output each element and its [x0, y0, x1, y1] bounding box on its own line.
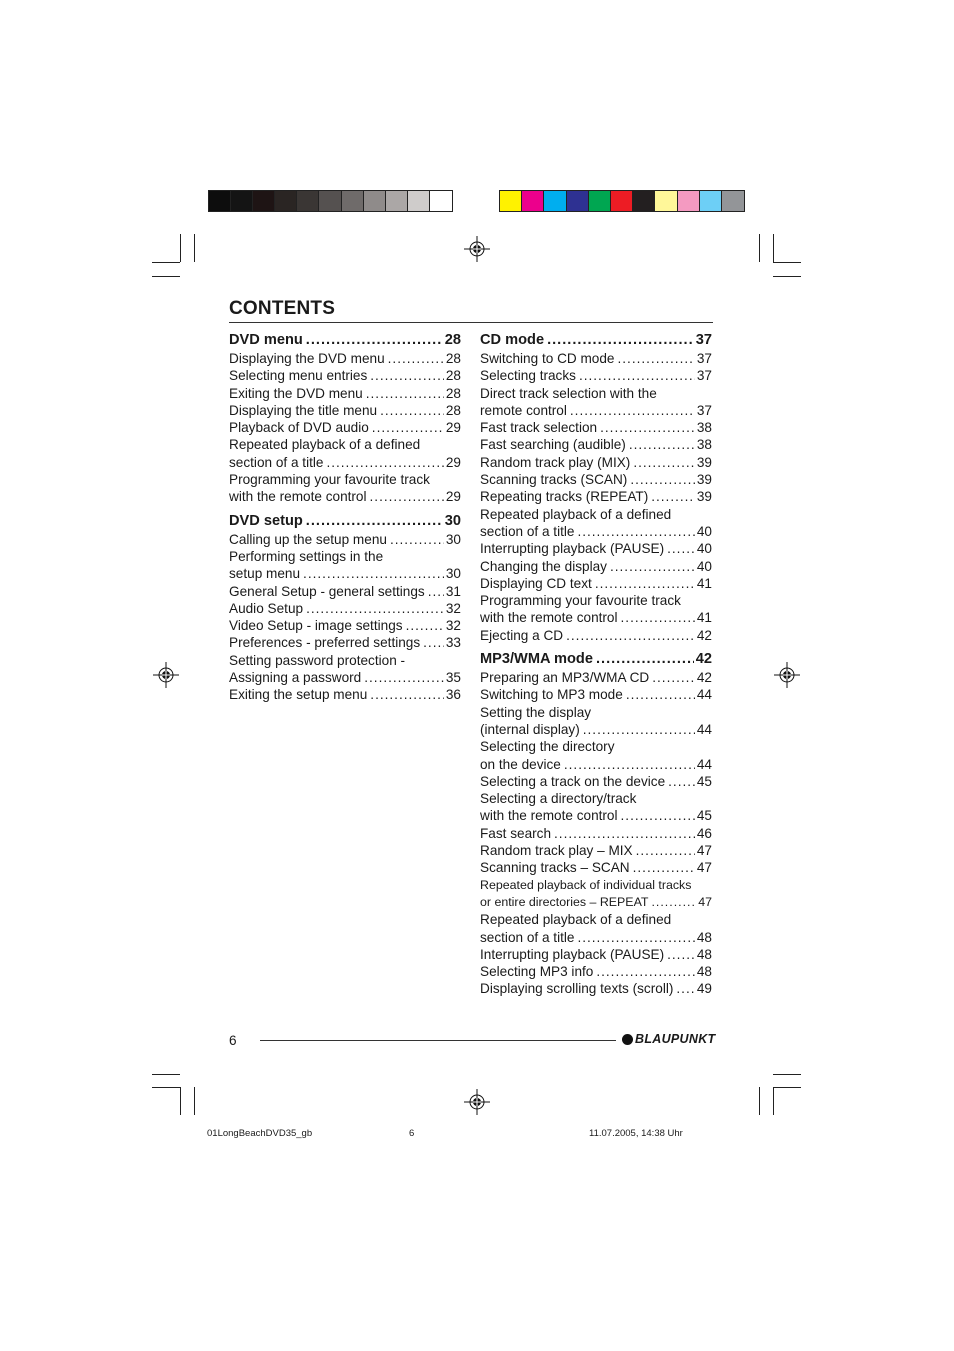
toc-leader-dots — [370, 367, 444, 384]
crop-mark — [773, 276, 801, 277]
toc-entry — [229, 548, 461, 565]
toc-entry — [229, 402, 461, 419]
toc-entry — [229, 652, 461, 669]
toc-page-number: 37 — [695, 332, 712, 348]
toc-leader-dots — [595, 575, 695, 592]
toc-page-number: 35 — [445, 670, 461, 686]
slug-page: 6 — [409, 1128, 415, 1139]
brand-logo — [622, 1032, 715, 1046]
toc-column-left — [229, 329, 461, 704]
crop-mark — [759, 234, 760, 262]
toc-entry — [480, 402, 712, 419]
toc-entry-text: Audio Setup — [229, 600, 304, 616]
toc-page-number: 42 — [695, 651, 712, 668]
toc-entry-text: Ejecting a CD — [480, 627, 564, 643]
toc-page-number: 49 — [696, 981, 712, 997]
color-swatch — [500, 191, 522, 211]
color-swatch — [386, 191, 408, 211]
toc-page-number: 30 — [445, 531, 461, 547]
toc-entry — [480, 807, 712, 824]
color-swatch — [655, 191, 677, 211]
toc-leader-dots — [596, 649, 694, 669]
toc-page-number: 37 — [696, 351, 712, 366]
toc-leader-dots — [303, 565, 444, 582]
grayscale-calibration-bar — [208, 190, 453, 212]
toc-entry — [480, 488, 712, 505]
registration-mark-icon — [153, 662, 179, 688]
color-swatch — [297, 191, 319, 211]
toc-entry — [480, 523, 712, 540]
toc-leader-dots — [306, 600, 444, 617]
toc-entry — [480, 756, 712, 773]
toc-entry — [480, 627, 712, 644]
toc-entry — [480, 367, 712, 384]
toc-entry — [229, 488, 461, 505]
toc-entry-text: Displaying CD text — [480, 575, 592, 591]
toc-entry-text: Scanning tracks – SCAN — [480, 860, 630, 876]
toc-page-number: 37 — [696, 402, 712, 418]
toc-entry-text: on the device — [480, 756, 561, 772]
toc-entry-text: section of a title — [480, 523, 575, 539]
toc-page-number: 44 — [696, 687, 712, 703]
toc-entry-text: Programming your favourite track — [229, 472, 430, 488]
toc-entry — [229, 565, 461, 582]
toc-page-number: 42 — [696, 670, 712, 686]
toc-entry — [229, 419, 461, 436]
footer-rule — [260, 1040, 616, 1041]
toc-page-number: 31 — [445, 583, 461, 599]
toc-entry-text: Scanning tracks (SCAN) — [480, 472, 628, 488]
registration-mark-icon — [774, 662, 800, 688]
toc-entry-text: Repeated playback of a defined — [480, 912, 672, 928]
toc-entry-text: Random track play (MIX) — [480, 454, 631, 470]
crop-mark — [773, 234, 774, 262]
toc-page-number: 30 — [445, 566, 461, 582]
toc-entry-text: Performing settings in the — [229, 548, 384, 564]
toc-entry — [480, 929, 712, 946]
toc-entry — [229, 531, 461, 548]
toc-entry — [480, 773, 712, 790]
toc-entry — [229, 471, 461, 488]
toc-entry — [229, 454, 461, 471]
toc-leader-dots — [370, 686, 444, 703]
toc-leader-dots — [370, 488, 444, 505]
toc-entry — [229, 669, 461, 686]
toc-page-number: 47 — [698, 894, 712, 909]
toc-entry — [480, 540, 712, 557]
toc-entry-text: Selecting menu entries — [229, 368, 368, 384]
color-swatch — [611, 191, 633, 211]
toc-page-number: 41 — [696, 575, 712, 591]
toc-entry — [480, 704, 712, 721]
toc-entry — [229, 617, 461, 634]
toc-entry — [229, 350, 461, 367]
color-swatch — [678, 191, 700, 211]
crop-mark — [773, 1087, 774, 1115]
toc-leader-dots — [364, 669, 444, 686]
toc-page-number: 36 — [445, 687, 461, 703]
toc-entry — [480, 790, 712, 807]
toc-page-number: 40 — [696, 558, 712, 574]
toc-entry — [480, 350, 712, 367]
toc-entry — [229, 634, 461, 651]
toc-page-number: 40 — [696, 523, 712, 539]
toc-page-number: 28 — [444, 332, 461, 348]
toc-entry-text: Exiting the setup menu — [229, 687, 368, 703]
toc-leader-dots — [630, 471, 695, 488]
toc-leader-dots — [583, 721, 695, 738]
toc-entry — [480, 419, 712, 436]
toc-leader-dots — [651, 488, 695, 505]
toc-page-number: 39 — [696, 472, 712, 488]
toc-leader-dots — [651, 894, 696, 911]
toc-entry-text: Selecting tracks — [480, 368, 576, 384]
toc-leader-dots — [577, 523, 694, 540]
color-swatch — [342, 191, 364, 211]
toc-entry — [229, 583, 461, 600]
color-swatch — [567, 191, 589, 211]
toc-page-number: 48 — [696, 929, 712, 945]
toc-page-number: 40 — [696, 541, 712, 557]
toc-page-number: 47 — [696, 843, 712, 859]
toc-leader-dots — [372, 419, 444, 436]
toc-section-heading — [229, 511, 461, 531]
toc-page-number: 33 — [445, 635, 461, 651]
toc-page-number: 29 — [445, 489, 461, 505]
toc-leader-dots — [668, 773, 695, 790]
toc-entry-text: Fast track selection — [480, 420, 598, 436]
toc-entry-text: Exiting the DVD menu — [229, 385, 363, 401]
toc-entry-text: section of a title — [229, 454, 324, 470]
toc-leader-dots — [617, 350, 694, 367]
toc-entry-text: Repeating tracks (REPEAT) — [480, 489, 649, 505]
toc-page-number: 38 — [696, 437, 712, 453]
toc-entry-text: Direct track selection with the — [480, 385, 657, 401]
toc-entry-text: Setting password protection - — [229, 652, 406, 668]
toc-leader-dots — [652, 669, 695, 686]
crop-mark — [152, 1087, 180, 1088]
title-rule — [229, 322, 713, 323]
toc-entry-text: Repeated playback of individual tracks — [480, 877, 692, 892]
toc-entry-text: Displaying scrolling texts (scroll) — [480, 981, 674, 997]
toc-entry-text: Displaying the DVD menu — [229, 351, 385, 366]
toc-entry — [480, 686, 712, 703]
toc-entry-text: Fast search — [480, 825, 552, 841]
toc-entry-text: MP3/WMA mode — [480, 651, 593, 668]
registration-mark-icon — [464, 236, 490, 262]
toc-entry — [229, 385, 461, 402]
toc-entry-text: or entire directories – REPEAT — [480, 894, 649, 909]
toc-leader-dots — [621, 609, 695, 626]
toc-entry-text: Programming your favourite track — [480, 593, 681, 609]
toc-entry-text: Selecting the directory — [480, 739, 615, 755]
toc-entry — [480, 471, 712, 488]
toc-entry — [480, 609, 712, 626]
toc-entry-text: with the remote control — [480, 610, 618, 626]
toc-entry-text: with the remote control — [480, 808, 618, 824]
toc-entry-text: General Setup - general settings — [229, 583, 425, 599]
toc-page-number: 45 — [696, 773, 712, 789]
toc-leader-dots — [423, 634, 444, 651]
toc-leader-dots — [633, 454, 695, 471]
color-calibration-bar — [499, 190, 745, 212]
toc-leader-dots — [390, 531, 444, 548]
crop-mark — [180, 1087, 181, 1115]
toc-entry-text: CD mode — [480, 332, 545, 348]
toc-entry — [480, 721, 712, 738]
toc-entry-text: Changing the display — [480, 558, 607, 574]
toc-page-number: 44 — [696, 721, 712, 737]
toc-leader-dots — [380, 402, 444, 419]
toc-leader-dots — [564, 756, 695, 773]
toc-entry — [480, 592, 712, 609]
brand-name: BLAUPUNKT — [635, 1032, 716, 1046]
toc-entry-text: remote control — [480, 402, 567, 418]
toc-page-number: 37 — [696, 368, 712, 384]
toc-entry-text: section of a title — [480, 929, 575, 945]
toc-entry — [480, 894, 712, 911]
toc-page-number: 39 — [696, 454, 712, 470]
toc-leader-dots — [306, 511, 443, 531]
toc-entry-text: Preparing an MP3/WMA CD — [480, 670, 650, 686]
color-swatch — [522, 191, 544, 211]
color-swatch — [364, 191, 386, 211]
toc-entry — [480, 575, 712, 592]
toc-page-number: 46 — [696, 825, 712, 841]
toc-entry-text: Switching to CD mode — [480, 351, 615, 366]
toc-leader-dots — [306, 330, 443, 350]
color-swatch — [589, 191, 611, 211]
toc-entry — [229, 686, 461, 703]
color-swatch — [722, 191, 744, 211]
crop-mark — [194, 1087, 195, 1115]
color-swatch — [700, 191, 722, 211]
toc-page-number: 32 — [445, 600, 461, 616]
toc-leader-dots — [326, 454, 443, 471]
toc-entry — [480, 454, 712, 471]
toc-section-heading — [480, 649, 712, 669]
slug-date: 11.07.2005, 14:38 Uhr — [589, 1128, 683, 1139]
toc-leader-dots — [676, 980, 694, 997]
toc-leader-dots — [547, 330, 694, 350]
toc-page-number: 44 — [696, 756, 712, 772]
color-swatch — [408, 191, 430, 211]
crop-mark — [180, 234, 181, 262]
toc-page-number: 28 — [445, 385, 461, 401]
toc-page-number: 28 — [445, 351, 461, 366]
toc-entry-text: setup menu — [229, 566, 301, 582]
toc-entry-text: Selecting MP3 info — [480, 964, 594, 980]
toc-entry — [480, 506, 712, 523]
toc-leader-dots — [629, 436, 695, 453]
crop-mark — [759, 1087, 760, 1115]
toc-entry — [229, 367, 461, 384]
page-number: 6 — [229, 1033, 237, 1048]
toc-leader-dots — [577, 929, 694, 946]
toc-entry — [480, 963, 712, 980]
crop-mark — [773, 1087, 801, 1088]
toc-page-number: 29 — [445, 454, 461, 470]
crop-mark — [152, 276, 180, 277]
toc-entry-text: with the remote control — [229, 489, 367, 505]
toc-entry — [480, 980, 712, 997]
crop-mark — [194, 234, 195, 262]
slug-file: 01LongBeachDVD35_gb — [207, 1128, 313, 1139]
toc-entry — [229, 436, 461, 453]
crop-mark — [152, 1074, 180, 1075]
toc-entry-text: Displaying the title menu — [229, 402, 378, 418]
color-swatch — [544, 191, 566, 211]
brand-dot-icon — [622, 1034, 633, 1045]
toc-page-number: 28 — [445, 402, 461, 418]
toc-leader-dots — [406, 617, 444, 634]
toc-page-number: 28 — [445, 368, 461, 384]
toc-page-number: 48 — [696, 964, 712, 980]
toc-entry — [480, 842, 712, 859]
toc-entry-text: Switching to MP3 mode — [480, 687, 623, 703]
toc-entry-text: Setting the display — [480, 704, 592, 720]
toc-entry-text: DVD menu — [229, 332, 303, 348]
toc-leader-dots — [366, 385, 444, 402]
toc-page-number: 38 — [696, 420, 712, 436]
color-swatch — [209, 191, 231, 211]
toc-entry — [480, 385, 712, 402]
toc-leader-dots — [428, 583, 444, 600]
toc-entry-text: Repeated playback of a defined — [480, 506, 672, 522]
toc-entry-text: Playback of DVD audio — [229, 420, 369, 436]
color-swatch — [319, 191, 341, 211]
color-swatch — [430, 191, 452, 211]
toc-leader-dots — [626, 686, 695, 703]
toc-entry — [229, 600, 461, 617]
toc-leader-dots — [610, 558, 695, 575]
toc-entry — [480, 669, 712, 686]
toc-leader-dots — [667, 946, 695, 963]
toc-section-heading — [229, 330, 461, 350]
toc-page-number: 32 — [445, 618, 461, 634]
toc-entry — [480, 738, 712, 755]
toc-entry — [480, 877, 712, 894]
toc-entry-text: Calling up the setup menu — [229, 531, 387, 547]
toc-entry-text: Selecting a directory/track — [480, 791, 637, 807]
toc-entry — [480, 825, 712, 842]
toc-entry-text: Preferences - preferred settings — [229, 635, 421, 651]
toc-page-number: 42 — [696, 627, 712, 643]
toc-leader-dots — [636, 842, 695, 859]
toc-entry — [480, 436, 712, 453]
toc-page-number: 45 — [696, 808, 712, 824]
color-swatch — [275, 191, 297, 211]
toc-leader-dots — [566, 627, 695, 644]
toc-entry-text: Video Setup - image settings — [229, 618, 403, 634]
toc-entry-text: Interrupting playback (PAUSE) — [480, 541, 665, 557]
crop-mark — [152, 262, 180, 263]
toc-entry — [480, 859, 712, 876]
toc-entry-text: Selecting a track on the device — [480, 773, 666, 789]
toc-page-number: 41 — [696, 610, 712, 626]
toc-leader-dots — [388, 350, 444, 367]
color-swatch — [231, 191, 253, 211]
toc-section-heading — [480, 330, 712, 350]
toc-page-number: 39 — [696, 489, 712, 505]
toc-entry-text: DVD setup — [229, 512, 303, 529]
toc-page-number: 29 — [445, 420, 461, 436]
toc-leader-dots — [579, 367, 695, 384]
color-swatch — [253, 191, 275, 211]
toc-leader-dots — [600, 419, 695, 436]
toc-page-number: 48 — [696, 946, 712, 962]
color-swatch — [633, 191, 655, 211]
toc-leader-dots — [633, 859, 695, 876]
toc-entry-text: Random track play – MIX — [480, 843, 633, 859]
toc-entry-text: Assigning a password — [229, 670, 362, 686]
crop-mark — [773, 262, 801, 263]
toc-entry-text: (internal display) — [480, 721, 580, 737]
toc-entry — [480, 911, 712, 928]
toc-page-number: 47 — [696, 860, 712, 876]
toc-entry-text: Fast searching (audible) — [480, 437, 626, 453]
toc-entry-text: Repeated playback of a defined — [229, 437, 421, 453]
toc-column-right — [480, 329, 712, 998]
toc-entry-text: Interrupting playback (PAUSE) — [480, 946, 665, 962]
toc-leader-dots — [667, 540, 695, 557]
toc-leader-dots — [570, 402, 695, 419]
registration-mark-icon — [464, 1089, 490, 1115]
toc-leader-dots — [596, 963, 695, 980]
toc-page-number: 30 — [444, 512, 461, 529]
crop-mark — [773, 1074, 801, 1075]
page-title: CONTENTS — [229, 298, 336, 319]
toc-leader-dots — [621, 807, 695, 824]
toc-leader-dots — [554, 825, 695, 842]
toc-entry — [480, 946, 712, 963]
toc-entry — [480, 558, 712, 575]
